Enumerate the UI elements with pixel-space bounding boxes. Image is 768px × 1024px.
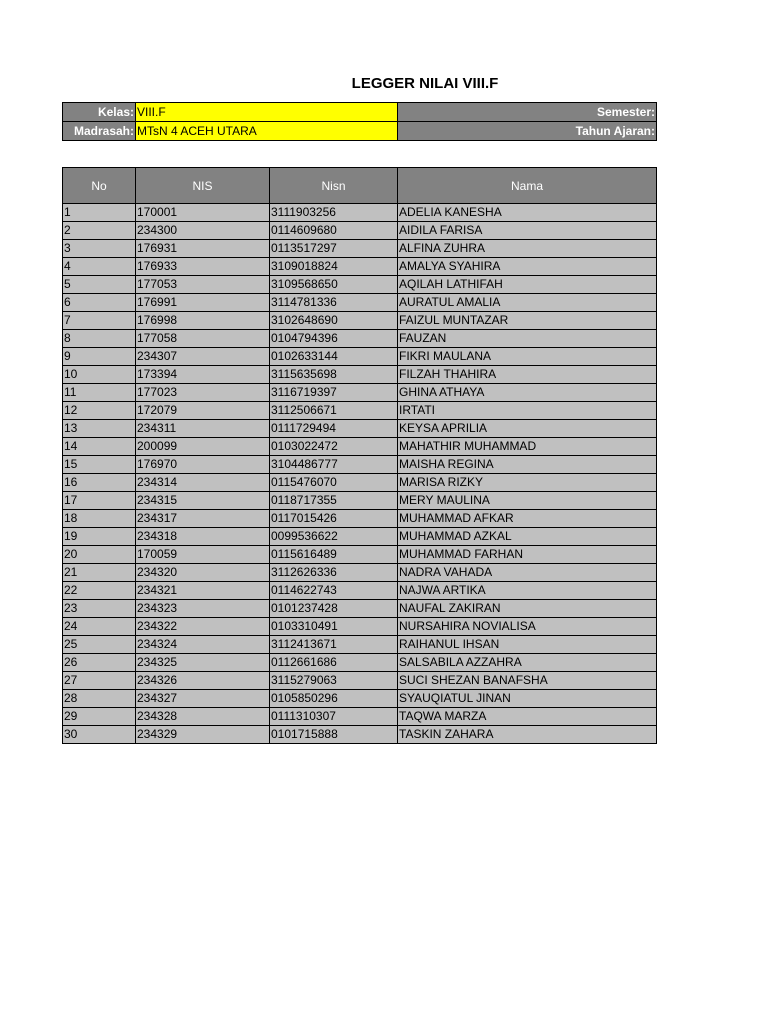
table-row	[63, 510, 657, 528]
cell-nisn[interactable]: 0104794396	[270, 330, 398, 348]
cell-nama[interactable]: NURSAHIRA NOVIALISA	[398, 618, 657, 636]
kelas-value-cell[interactable]: VIII.F	[136, 103, 398, 122]
cell-nama[interactable]: NAJWA ARTIKA	[398, 582, 657, 600]
cell-nisn[interactable]: 0112661686	[270, 654, 398, 672]
column-header-nisn: Nisn	[270, 168, 398, 204]
cell-nis[interactable]: 234326	[136, 672, 270, 690]
semester-label: Semester:	[398, 103, 657, 122]
cell-nama[interactable]: MAHATHIR MUHAMMAD	[398, 438, 657, 456]
cell-nis[interactable]: 234329	[136, 726, 270, 744]
kelas-label: Kelas:	[63, 103, 136, 122]
cell-nis[interactable]: 234318	[136, 528, 270, 546]
table-row	[63, 420, 657, 438]
cell-no[interactable]: 3	[63, 240, 136, 258]
student-rows	[63, 204, 657, 744]
class-info-table	[62, 102, 657, 141]
cell-nama[interactable]: SUCI SHEZAN BANAFSHA	[398, 672, 657, 690]
cell-nama[interactable]: FAIZUL MUNTAZAR	[398, 312, 657, 330]
cell-nama[interactable]: MAISHA REGINA	[398, 456, 657, 474]
cell-no[interactable]: 14	[63, 438, 136, 456]
cell-nis[interactable]: 172079	[136, 402, 270, 420]
cell-nisn[interactable]: 0105850296	[270, 690, 398, 708]
student-table	[62, 167, 657, 744]
table-row	[63, 582, 657, 600]
table-row	[63, 294, 657, 312]
cell-nisn[interactable]: 0101237428	[270, 600, 398, 618]
cell-nisn[interactable]: 0114622743	[270, 582, 398, 600]
kelas-row	[63, 103, 657, 122]
table-row	[63, 258, 657, 276]
cell-no[interactable]: 16	[63, 474, 136, 492]
cell-nis[interactable]: 234324	[136, 636, 270, 654]
cell-no[interactable]: 22	[63, 582, 136, 600]
cell-nama[interactable]: TASKIN ZAHARA	[398, 726, 657, 744]
cell-nis[interactable]: 177053	[136, 276, 270, 294]
cell-nisn[interactable]: 0115476070	[270, 474, 398, 492]
table-row	[63, 492, 657, 510]
cell-nis[interactable]: 176998	[136, 312, 270, 330]
cell-nis[interactable]: 234320	[136, 564, 270, 582]
cell-no[interactable]: 28	[63, 690, 136, 708]
cell-nama[interactable]: GHINA ATHAYA	[398, 384, 657, 402]
cell-no[interactable]: 6	[63, 294, 136, 312]
table-row	[63, 600, 657, 618]
cell-nis[interactable]: 234314	[136, 474, 270, 492]
cell-nis[interactable]: 170059	[136, 546, 270, 564]
cell-no[interactable]: 9	[63, 348, 136, 366]
table-row	[63, 384, 657, 402]
cell-nama[interactable]: IRTATI	[398, 402, 657, 420]
cell-no[interactable]: 7	[63, 312, 136, 330]
table-row	[63, 618, 657, 636]
table-row	[63, 636, 657, 654]
cell-nama[interactable]: ALFINA ZUHRA	[398, 240, 657, 258]
cell-nis[interactable]: 234317	[136, 510, 270, 528]
column-header-no: No	[63, 168, 136, 204]
cell-no[interactable]: 21	[63, 564, 136, 582]
cell-no[interactable]: 17	[63, 492, 136, 510]
cell-no[interactable]: 10	[63, 366, 136, 384]
cell-nis[interactable]: 234323	[136, 600, 270, 618]
cell-nis[interactable]: 177058	[136, 330, 270, 348]
cell-nis[interactable]: 176931	[136, 240, 270, 258]
cell-nisn[interactable]: 3112413671	[270, 636, 398, 654]
cell-nis[interactable]: 176970	[136, 456, 270, 474]
cell-no[interactable]: 8	[63, 330, 136, 348]
cell-no[interactable]: 2	[63, 222, 136, 240]
cell-nisn[interactable]: 3109018824	[270, 258, 398, 276]
cell-nis[interactable]: 234311	[136, 420, 270, 438]
cell-nama[interactable]: MUHAMMAD AFKAR	[398, 510, 657, 528]
table-row	[63, 366, 657, 384]
cell-nama[interactable]: ADELIA KANESHA	[398, 204, 657, 222]
column-header-nama: Nama	[398, 168, 657, 204]
cell-nama[interactable]: AQILAH LATHIFAH	[398, 276, 657, 294]
cell-nisn[interactable]: 0117015426	[270, 510, 398, 528]
table-row	[63, 726, 657, 744]
table-row	[63, 654, 657, 672]
table-row	[63, 672, 657, 690]
cell-nisn[interactable]: 0113517297	[270, 240, 398, 258]
cell-nisn[interactable]: 3115279063	[270, 672, 398, 690]
table-row	[63, 690, 657, 708]
madrasah-label: Madrasah:	[63, 122, 136, 141]
cell-nis[interactable]: 234327	[136, 690, 270, 708]
cell-nisn[interactable]: 0111310307	[270, 708, 398, 726]
table-row	[63, 312, 657, 330]
cell-nisn[interactable]: 0101715888	[270, 726, 398, 744]
cell-nis[interactable]: 173394	[136, 366, 270, 384]
column-header-nis: NIS	[136, 168, 270, 204]
cell-nis[interactable]: 234328	[136, 708, 270, 726]
cell-no[interactable]: 11	[63, 384, 136, 402]
table-row	[63, 240, 657, 258]
table-row	[63, 474, 657, 492]
cell-no[interactable]: 23	[63, 600, 136, 618]
cell-nama[interactable]: FAUZAN	[398, 330, 657, 348]
cell-nisn[interactable]: 3115635698	[270, 366, 398, 384]
cell-nama[interactable]: FIKRI MAULANA	[398, 348, 657, 366]
cell-nis[interactable]: 234300	[136, 222, 270, 240]
cell-nisn[interactable]: 3114781336	[270, 294, 398, 312]
cell-no[interactable]: 12	[63, 402, 136, 420]
cell-no[interactable]: 27	[63, 672, 136, 690]
madrasah-row	[63, 122, 657, 141]
cell-nisn[interactable]: 0115616489	[270, 546, 398, 564]
cell-no[interactable]: 15	[63, 456, 136, 474]
cell-nama[interactable]: KEYSA APRILIA	[398, 420, 657, 438]
cell-nisn[interactable]: 3104486777	[270, 456, 398, 474]
cell-nama[interactable]: NAUFAL ZAKIRAN	[398, 600, 657, 618]
cell-nama[interactable]: SYAUQIATUL JINAN	[398, 690, 657, 708]
cell-no[interactable]: 1	[63, 204, 136, 222]
cell-nis[interactable]: 176933	[136, 258, 270, 276]
table-header-row	[63, 168, 657, 204]
table-row	[63, 438, 657, 456]
cell-nisn[interactable]: 0102633144	[270, 348, 398, 366]
cell-nisn[interactable]: 3111903256	[270, 204, 398, 222]
cell-nisn[interactable]: 0111729494	[270, 420, 398, 438]
cell-nama[interactable]: TAQWA MARZA	[398, 708, 657, 726]
cell-nis[interactable]: 177023	[136, 384, 270, 402]
cell-nama[interactable]: MARISA RIZKY	[398, 474, 657, 492]
cell-nis[interactable]: 176991	[136, 294, 270, 312]
tahun-ajaran-label: Tahun Ajaran:	[398, 122, 657, 141]
cell-no[interactable]: 20	[63, 546, 136, 564]
table-row	[63, 222, 657, 240]
cell-no[interactable]: 29	[63, 708, 136, 726]
cell-nis[interactable]: 234315	[136, 492, 270, 510]
cell-no[interactable]: 26	[63, 654, 136, 672]
cell-nisn[interactable]: 3112626336	[270, 564, 398, 582]
cell-nisn[interactable]: 3116719397	[270, 384, 398, 402]
cell-nis[interactable]: 234325	[136, 654, 270, 672]
cell-nama[interactable]: AIDILA FARISA	[398, 222, 657, 240]
table-row	[63, 348, 657, 366]
cell-no[interactable]: 19	[63, 528, 136, 546]
cell-nama[interactable]: AMALYA SYAHIRA	[398, 258, 657, 276]
cell-nama[interactable]: AURATUL AMALIA	[398, 294, 657, 312]
cell-nis[interactable]: 200099	[136, 438, 270, 456]
cell-nisn[interactable]: 0114609680	[270, 222, 398, 240]
page-title: LEGGER NILAI VIII.F	[351, 75, 499, 92]
table-row	[63, 204, 657, 222]
cell-nis[interactable]: 234307	[136, 348, 270, 366]
cell-nama[interactable]: NADRA VAHADA	[398, 564, 657, 582]
cell-nama[interactable]: RAIHANUL IHSAN	[398, 636, 657, 654]
cell-nisn[interactable]: 0099536622	[270, 528, 398, 546]
cell-no[interactable]: 18	[63, 510, 136, 528]
cell-no[interactable]: 30	[63, 726, 136, 744]
cell-nisn[interactable]: 3109568650	[270, 276, 398, 294]
cell-no[interactable]: 13	[63, 420, 136, 438]
cell-nama[interactable]: MERY MAULINA	[398, 492, 657, 510]
table-row	[63, 564, 657, 582]
cell-nama[interactable]: SALSABILA AZZAHRA	[398, 654, 657, 672]
table-row	[63, 528, 657, 546]
table-row	[63, 546, 657, 564]
cell-nama[interactable]: MUHAMMAD AZKAL	[398, 528, 657, 546]
cell-nisn[interactable]: 3102648690	[270, 312, 398, 330]
cell-nisn[interactable]: 3112506671	[270, 402, 398, 420]
cell-no[interactable]: 4	[63, 258, 136, 276]
cell-no[interactable]: 5	[63, 276, 136, 294]
cell-nisn[interactable]: 0103310491	[270, 618, 398, 636]
table-row	[63, 330, 657, 348]
madrasah-value-cell[interactable]: MTsN 4 ACEH UTARA	[136, 122, 398, 141]
cell-nama[interactable]: FILZAH THAHIRA	[398, 366, 657, 384]
cell-nisn[interactable]: 0103022472	[270, 438, 398, 456]
table-row	[63, 402, 657, 420]
cell-nama[interactable]: MUHAMMAD FARHAN	[398, 546, 657, 564]
cell-nis[interactable]: 170001	[136, 204, 270, 222]
cell-no[interactable]: 24	[63, 618, 136, 636]
cell-nisn[interactable]: 0118717355	[270, 492, 398, 510]
cell-no[interactable]: 25	[63, 636, 136, 654]
cell-nis[interactable]: 234322	[136, 618, 270, 636]
cell-nis[interactable]: 234321	[136, 582, 270, 600]
table-row	[63, 276, 657, 294]
table-row	[63, 456, 657, 474]
table-row	[63, 708, 657, 726]
